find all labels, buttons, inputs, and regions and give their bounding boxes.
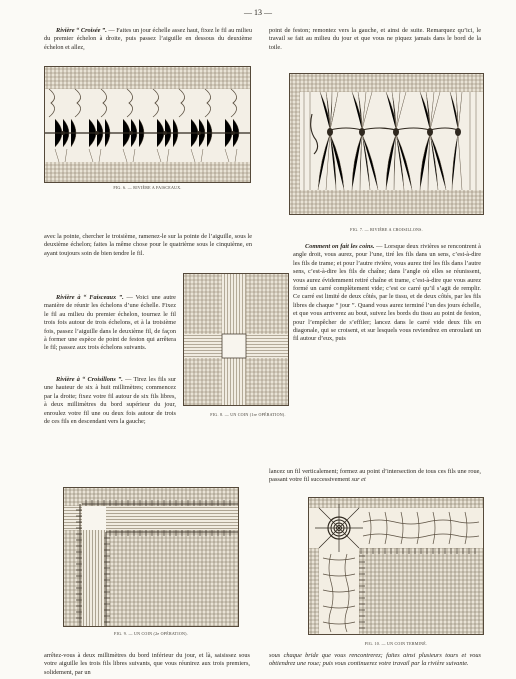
paragraph-riviere-faisceaux: Rivière à “ Faisceaux ”. — Voici une autre manière de réunir les échelons d’une échelle. Fixez le fil au milieu du premier échelon, tournez le fil trois fois autour de trois échelons, et à la troisième fois, passez l’aiguille dans le deuxième fil, de façon à former une espèce de point de feston qui arrêtera le fil; passez aux trois échelons suivants. bbox=[44, 294, 176, 352]
heading-riviere-croisee: Rivière “ Croisée ”. bbox=[56, 27, 107, 34]
paragraph-croisillons-end: point de feston; remontez vers la gauche, et ainsi de suite. Remarquez qu’ici, le travail se fait au milieu du jour et que vous ne piquez jamais dans le bord de la toile. bbox=[269, 27, 481, 51]
heading-riviere-croisillons: Rivière à “ Croisillons ”. bbox=[56, 376, 123, 383]
caption-fig7: FIG. 7. — RIVIÈRE A CROISILLONS. bbox=[350, 227, 423, 232]
figure-9-un-coin-2e bbox=[63, 487, 239, 627]
paragraph-comment-coins: Comment on fait les coins. — Lorsque deux rivières se rencontrent à angle droit, vous aurez, pour l’une, tiré les fils dans un sens, c’est-à-dire les fils de trame; et pour l’autre rivière, vous aurez tiré les fils dans l’autre sens, c’est-à-dire les fils de chaîne; dans l’angle où elles se réunissent, vous aurez évidemment retiré chaîne et trame, c’est-à-dire que vous aurez formé un carré complètement vide; c’est ce carré qu’il s’agit de remplir. Ce carré est limité de deux côtés, par le tissu, et de deux côtés, par les fils libres de chaque “ jour ”. Quand vous aurez terminé l’un des jours échelle, et que vous arriverez au bout, suivez les bords du tissu au point de feston, pour l’empêcher de s’effiler; lancez dans le carré vide deux fils en diagonale, qui se croisent, et sur lesquels vous reviendrez en enroulant un fil autour d’eux, puis bbox=[293, 243, 481, 343]
figure-10-un-coin-termine bbox=[308, 497, 484, 635]
paragraph-coins-bottom: sous chaque bride que vous rencontrerez; faites ainsi plusieurs tours et vous obtiendrez une roue; puis vous continuerez votre travail par la rivière suivante. bbox=[269, 652, 481, 668]
paragraph-riviere-croisee: Rivière “ Croisée ”. — Faites un jour échelle assez haut, fixez le fil au milieu du premier échelon à droite, puis passez l’aiguille en dessous du deuxième échelon et allez, bbox=[44, 27, 252, 51]
paragraph-croisee-continued: avec la pointe, chercher le troisième, ramenez-le sur la pointe de l’aiguille, sous le deuxième échelon; faites la même chose pour le quatrième sous le cinquième, en ayant toujours soin de bien tendre le fil. bbox=[44, 233, 252, 257]
heading-comment-coins: Comment on fait les coins. bbox=[305, 243, 375, 250]
figure-7-riviere-croisillons bbox=[289, 73, 484, 215]
figure-6-riviere-faisceaux bbox=[44, 66, 251, 183]
paragraph-croisillons-bottom: arrêtez-vous à deux millimètres du bord inférieur du jour, et là, saisissez sous votre aiguille les trois fils libres suivants, que vous réunirez aux trois premiers, solidement, par un bbox=[44, 652, 250, 676]
caption-fig10: FIG. 10. — UN COIN TERMINÉ. bbox=[364, 641, 428, 646]
page-number: — 13 — bbox=[244, 8, 272, 17]
caption-fig9: FIG. 9. — UN COIN (2e OPÉRATION). bbox=[114, 631, 188, 636]
caption-fig8: FIG. 8. — UN COIN (1re OPÉRATION). bbox=[210, 412, 286, 417]
figure-8-un-coin-1re bbox=[183, 273, 289, 406]
caption-fig6: FIG. 6. — RIVIÈRE A FAISCEAUX. bbox=[113, 185, 182, 190]
paragraph-riviere-croisillons: Rivière à “ Croisillons ”. — Tirez les fils sur une hauteur de six à huit millimètres; commencez par la droite; fixez votre fil autour de six fils libres, à deux millimètres du bord supérieur du jour, enroulez votre fil une ou deux fois autour de trois de ces fils en descendant vers la gauche; bbox=[44, 376, 176, 426]
heading-riviere-faisceaux: Rivière à “ Faisceaux ”. bbox=[56, 294, 124, 301]
paragraph-coins-continued: lancez un fil verticalement; formez au point d’intersection de tous ces fils une roue, passant votre fil successivement sur et bbox=[269, 468, 481, 484]
